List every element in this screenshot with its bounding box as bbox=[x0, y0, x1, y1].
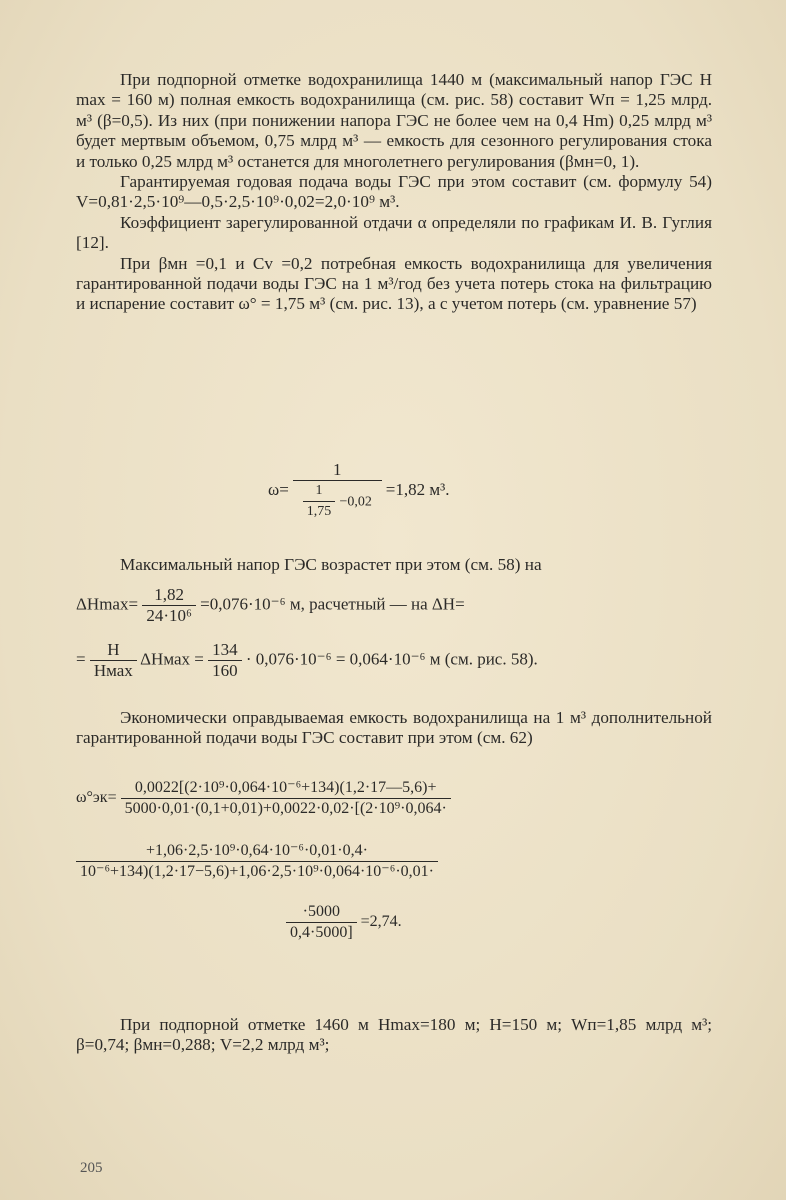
formula-omega-ek-lhs: ω°эк= bbox=[76, 789, 117, 807]
paragraph-6: Экономически оправдываемая емкость водохранилища на 1 м³ дополнительной гарантированной подачи воды ГЭС составит при этом (см. 62) bbox=[76, 708, 712, 748]
page-number: 205 bbox=[80, 1160, 103, 1176]
formula-delta-hmax-den: 24·10⁶ bbox=[146, 606, 192, 625]
formula-omega-ek-num1: 0,0022[(2·10⁹·0,064·10⁻⁶+134)(1,2·17—5,6)+ bbox=[121, 778, 451, 799]
formula-delta-h bbox=[76, 640, 538, 681]
paragraph-2: Гарантируемая годовая подача воды ГЭС при этом составит (см. формулу 54) V=0,81·2,5·10⁹—0,5·2,5·10⁹·0,02=2,0·10⁹ м³. bbox=[76, 172, 712, 212]
paragraph-block-3 bbox=[76, 708, 712, 749]
formula-delta-hmax-rest: =0,076·10⁻⁶ м, расчетный — на ΔH= bbox=[200, 594, 465, 614]
formula-delta-h-rest: · 0,076·10⁻⁶ = 0,064·10⁻⁶ м (см. рис. 58). bbox=[245, 649, 538, 669]
formula-delta-h-den: Hмах bbox=[93, 661, 133, 680]
inner-minus: −0,02 bbox=[339, 494, 372, 510]
formula-omega-result: =1,82 м³. bbox=[385, 479, 450, 499]
formula-omega-ek-num3: ·5000 bbox=[286, 902, 357, 923]
formula-delta-h-start: = bbox=[76, 649, 86, 669]
formula-omega-lhs: ω= bbox=[268, 479, 289, 499]
formula-omega-ek-num2: +1,06·2,5·10⁹·0,64·10⁻⁶·0,01·0,4· bbox=[76, 841, 438, 862]
formula-omega-denominator bbox=[293, 481, 382, 522]
paragraph-block-1 bbox=[76, 70, 712, 315]
formula-delta-h-num2: 134 bbox=[208, 640, 242, 661]
formula-delta-h-den2: 160 bbox=[212, 661, 238, 680]
formula-omega-numerator: 1 bbox=[293, 460, 382, 481]
paragraph-5: Максимальный напор ГЭС возрастет при этом (см. 58) на bbox=[120, 555, 542, 574]
paragraph-block-4 bbox=[76, 1015, 712, 1056]
formula-omega-ek bbox=[76, 778, 451, 943]
paragraph-7: При подпорной отметке 1460 м Hmax=180 м; H=150 м; Wп=1,85 млрд м³; β=0,74; βмн=0,288; V=2,2 млрд м³; bbox=[76, 1015, 712, 1055]
formula-delta-h-mid: ΔHмах = bbox=[140, 649, 204, 669]
paragraph-1: При подпорной отметке водохранилища 1440 м (максимальный напор ГЭС H max = 160 м) полная емкость водохранилища (см. рис. 58) составит Wп = 1,25 млрд. м³ (β=0,5). Из них (при понижении напора ГЭС не более чем на 0,4 Hm) 0,25 млрд м³ будет мертвым объемом, 0,75 млрд м³ — емкость для сезонного регулирования стока и только 0,25 млрд м³ останется для многолетнего регулирования (βмн=0, 1). bbox=[76, 70, 712, 171]
formula-delta-hmax bbox=[76, 585, 465, 626]
formula-omega bbox=[268, 460, 449, 522]
formula-omega-ek-den3: 0,4·5000] bbox=[290, 924, 353, 941]
paragraph-4: При βмн =0,1 и Cv =0,2 потребная емкость водохранилища для увеличения гарантированной подачи воды ГЭС на 1 м³/год без учета потерь стока на фильтрацию и испарение составит ω° = 1,75 м³ (см. рис. 13), а с учетом потерь (см. уравнение 57) bbox=[76, 253, 712, 314]
paragraph-3: Коэффициент зарегулированной отдачи α определяли по графикам И. В. Гуглия [12]. bbox=[76, 212, 712, 253]
formula-omega-ek-result: =2,74. bbox=[360, 913, 402, 931]
paragraph-block-2 bbox=[76, 555, 712, 575]
formula-delta-h-num: H bbox=[90, 640, 137, 661]
formula-delta-hmax-lhs: ΔHmax= bbox=[76, 594, 139, 614]
formula-omega-ek-den1: 5000·0,01·(0,1+0,01)+0,0022·0,02·[(2·10⁹·0,064· bbox=[124, 800, 447, 817]
formula-omega-fraction bbox=[293, 460, 382, 522]
inner-denominator: 1,75 bbox=[306, 504, 332, 519]
formula-omega-ek-den2: 10⁻⁶+134)(1,2·17−5,6)+1,06·2,5·10⁹·0,064·10⁻⁶·0,01· bbox=[80, 863, 434, 880]
formula-delta-hmax-num: 1,82 bbox=[142, 585, 196, 606]
inner-numerator: 1 bbox=[303, 481, 336, 502]
